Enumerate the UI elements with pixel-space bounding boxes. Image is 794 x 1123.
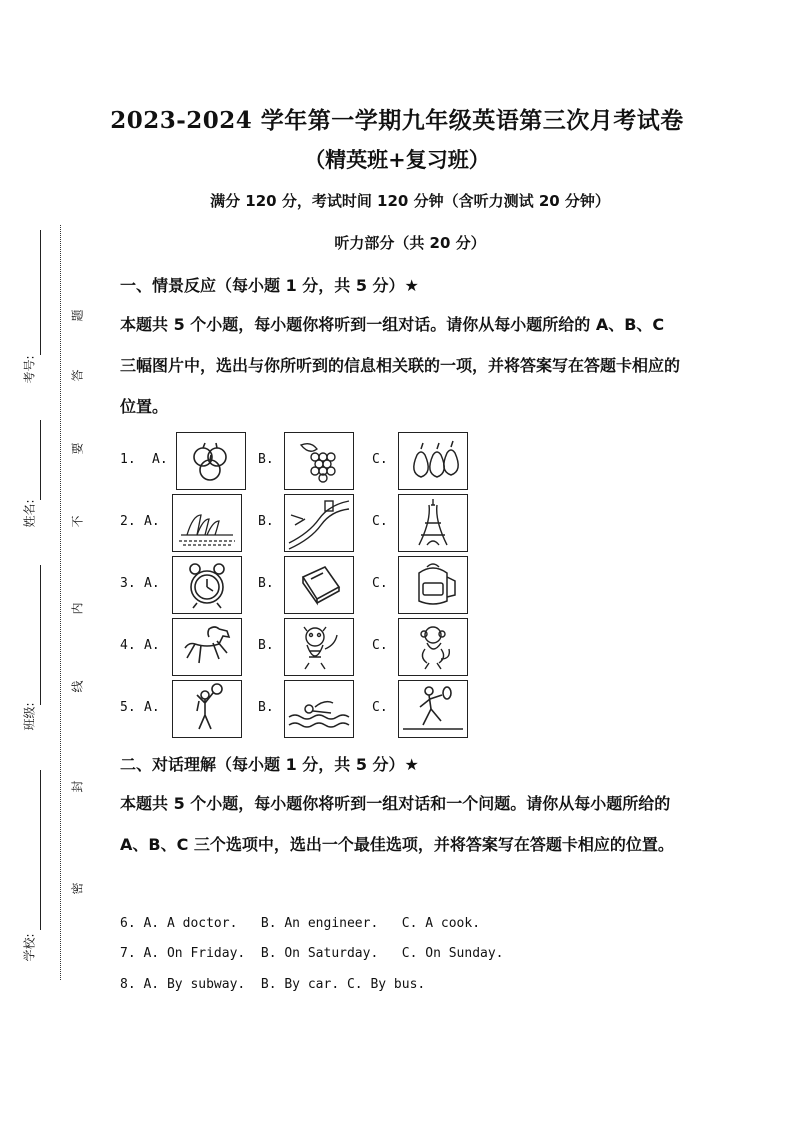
question-row-1 xyxy=(118,432,498,492)
option-b-label: B. xyxy=(258,638,274,653)
option-a-label: A. xyxy=(144,638,160,653)
alarm-clock-icon xyxy=(172,556,242,614)
exam-number-line xyxy=(40,230,41,355)
part-heading: 听力部分（共 20 分） xyxy=(334,234,486,252)
question-number: 5. xyxy=(120,700,136,715)
pears-icon xyxy=(398,432,468,490)
option-a-label: A. xyxy=(152,452,168,467)
exam-number-label: 考号: xyxy=(22,355,37,384)
seal-char: 封 xyxy=(70,780,85,793)
exam-info: 满分 120 分，考试时间 120 分钟（含听力测试 20 分钟） xyxy=(210,192,610,210)
question-row-4 xyxy=(118,618,498,678)
school-field[interactable] xyxy=(22,770,52,970)
class-label: 班级: xyxy=(22,702,37,731)
class-field[interactable] xyxy=(22,565,52,765)
question-row-2 xyxy=(118,494,498,554)
option-a-label: A. xyxy=(144,576,160,591)
grapes-icon xyxy=(284,432,354,490)
tiger-icon xyxy=(284,618,354,676)
option-c-label: C. xyxy=(372,638,388,653)
section2-instructions: 本题共 5 个小题，每小题你将听到一组对话和一个问题。请你从每小题所给的 A、B、C 三个选项中，选出一个最佳选项，并将答案写在答题卡相应的位置。 xyxy=(120,794,674,854)
question-row-3 xyxy=(118,556,498,616)
question-number: 4. xyxy=(120,638,136,653)
eiffel-tower-icon xyxy=(398,494,468,552)
opera-house-icon xyxy=(172,494,242,552)
exam-subtitle: （精英班+复习班） xyxy=(304,147,490,172)
book-icon xyxy=(284,556,354,614)
binding-margin xyxy=(0,0,100,1123)
option-a-label: A. xyxy=(144,700,160,715)
option-c-label: C. xyxy=(372,452,388,467)
option-b-label: B. xyxy=(258,514,274,529)
name-line xyxy=(40,420,41,500)
volleyball-player-icon xyxy=(172,680,242,738)
school-label: 学校: xyxy=(22,933,37,962)
option-b-label: B. xyxy=(258,700,274,715)
question-number: 3. xyxy=(120,576,136,591)
option-c-label: C. xyxy=(372,514,388,529)
question-8: 8. A. By subway. B. By car. C. By bus. xyxy=(120,977,426,992)
exam-title: 2023-2024 学年第一学期九年级英语第三次月考试卷 xyxy=(110,107,684,134)
name-label: 姓名: xyxy=(22,499,37,528)
exam-number-field[interactable] xyxy=(22,230,52,430)
backpack-icon xyxy=(398,556,468,614)
option-c-label: C. xyxy=(372,700,388,715)
seal-char: 不 xyxy=(70,515,85,528)
question-number: 2. xyxy=(120,514,136,529)
question-number: 1. xyxy=(120,452,136,467)
option-b-label: B. xyxy=(258,576,274,591)
seal-char: 答 xyxy=(70,369,85,382)
class-line xyxy=(40,565,41,705)
seal-char: 题 xyxy=(70,309,85,322)
section1-heading: 一、情景反应（每小题 1 分，共 5 分）★ xyxy=(120,276,419,295)
seal-dotted-line xyxy=(60,225,61,980)
question-row-5 xyxy=(118,680,498,740)
monkey-icon xyxy=(398,618,468,676)
apples-icon xyxy=(176,432,246,490)
swimmer-icon xyxy=(284,680,354,738)
great-wall-icon xyxy=(284,494,354,552)
option-b-label: B. xyxy=(258,452,274,467)
tennis-player-icon xyxy=(398,680,468,738)
horse-icon xyxy=(172,618,242,676)
section2-heading: 二、对话理解（每小题 1 分，共 5 分）★ xyxy=(120,755,419,774)
seal-char: 线 xyxy=(70,680,85,693)
section1-instructions: 本题共 5 个小题，每小题你将听到一组对话。请你从每小题所给的 A、B、C 三幅图片中，选出与你所听到的信息相关联的一项，并将答案写在答题卡相应的位置。 xyxy=(120,315,681,416)
option-a-label: A. xyxy=(144,514,160,529)
seal-char: 内 xyxy=(70,602,85,615)
question-6: 6. A. A doctor. B. An engineer. C. A cook. xyxy=(120,916,481,931)
seal-char: 密 xyxy=(70,882,85,895)
seal-char: 要 xyxy=(70,442,85,455)
question-7: 7. A. On Friday. B. On Saturday. C. On Sunday. xyxy=(120,946,504,961)
school-line xyxy=(40,770,41,930)
option-c-label: C. xyxy=(372,576,388,591)
name-field[interactable] xyxy=(22,420,52,580)
